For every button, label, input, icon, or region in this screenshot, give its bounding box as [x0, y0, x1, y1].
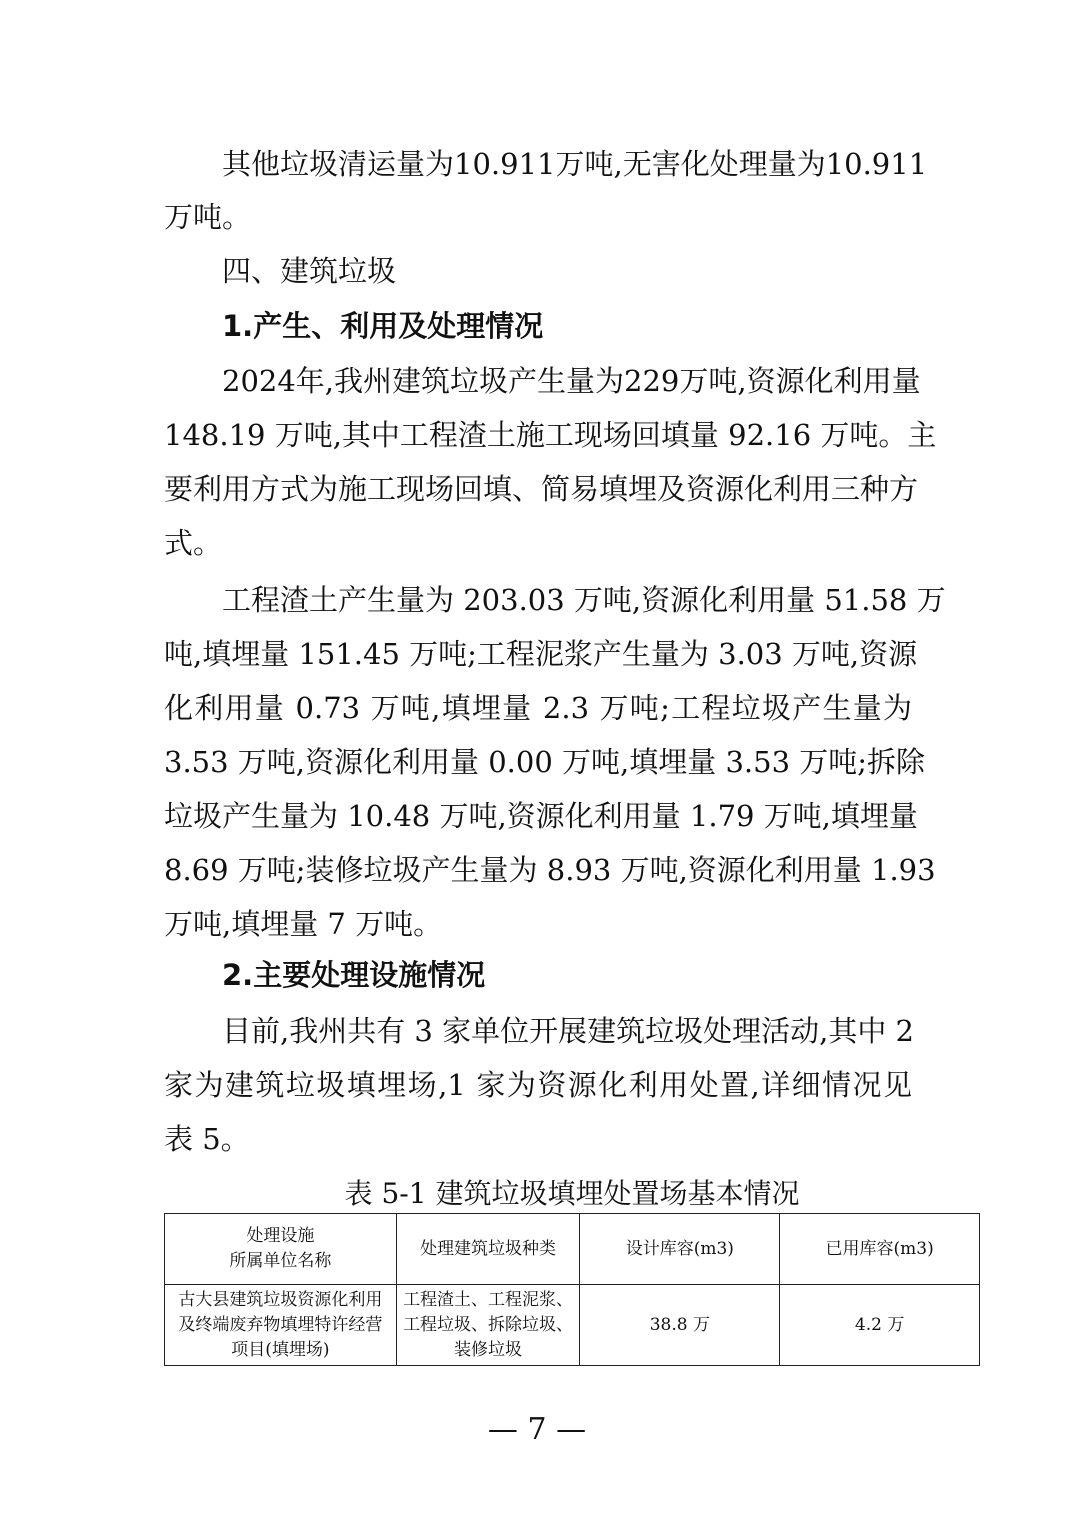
cell-used-capacity: [780, 1285, 980, 1366]
cell-line: 装修垃圾: [454, 1339, 523, 1360]
cell-line: 处理建筑垃圾种类: [420, 1238, 557, 1259]
cell-line: 4.2 万: [854, 1314, 905, 1335]
cell-facility: [165, 1285, 397, 1366]
cell-type: [396, 1285, 580, 1366]
cell-line: 处理设施: [246, 1226, 315, 1246]
cell-line: 设计库容(m3): [625, 1238, 734, 1259]
paragraph-line: 式。: [164, 526, 223, 560]
cell-line: 及终端废弃物填埋特许经营: [178, 1314, 383, 1335]
paragraph-line: 家为建筑垃圾填埋场,1 家为资源化利用处置,详细情况见: [164, 1068, 912, 1102]
paragraph-line: 化利用量 0.73 万吨,填埋量 2.3 万吨;工程垃圾产生量为: [164, 691, 912, 725]
paragraph-line: 工程渣土产生量为 203.03 万吨,资源化利用量 51.58 万: [222, 583, 946, 617]
paragraph-line: 2024年,我州建筑垃圾产生量为229万吨,资源化利用量: [222, 364, 921, 398]
paragraph-line: 148.19 万吨,其中工程渣土施工现场回填量 92.16 万吨。主: [164, 418, 937, 452]
paragraph-line: 万吨。: [164, 200, 252, 234]
cell-line: 已用库容(m3): [825, 1238, 934, 1259]
subsection-heading: 2.主要处理设施情况: [222, 958, 486, 992]
paragraph-line: 表 5。: [164, 1122, 250, 1156]
table-header-row: [165, 1214, 980, 1285]
cell-line: 所属单位名称: [229, 1251, 332, 1271]
paragraph-line: 要利用方式为施工现场回填、简易填埋及资源化利用三种方: [164, 472, 919, 506]
page-number: — 7 —: [487, 1412, 587, 1447]
header-cell-used-capacity: [780, 1214, 980, 1285]
header-cell-design-capacity: [580, 1214, 780, 1285]
cell-line: 古大县建筑垃圾资源化利用: [178, 1289, 383, 1310]
cell-line: 工程垃圾、拆除垃圾、: [403, 1314, 574, 1335]
cell-design-capacity: [580, 1285, 780, 1366]
section-heading: 四、建筑垃圾: [222, 254, 397, 288]
paragraph-line: 3.53 万吨,资源化利用量 0.00 万吨,填埋量 3.53 万吨;拆除: [164, 745, 926, 779]
paragraph-line: 8.69 万吨;装修垃圾产生量为 8.93 万吨,资源化利用量 1.93: [164, 853, 936, 887]
paragraph-line: 其他垃圾清运量为10.911万吨,无害化处理量为10.911: [222, 147, 928, 181]
header-cell-type: [396, 1214, 580, 1285]
table-row: [165, 1285, 980, 1366]
data-table: [164, 1213, 980, 1366]
paragraph-line: 万吨,填埋量 7 万吨。: [164, 907, 443, 941]
paragraph-line: 目前,我州共有 3 家单位开展建筑垃圾处理活动,其中 2: [222, 1014, 914, 1048]
paragraph-line: 垃圾产生量为 10.48 万吨,资源化利用量 1.79 万吨,填埋量: [164, 799, 918, 833]
table-caption: 表 5-1 建筑垃圾填埋处置场基本情况: [344, 1177, 800, 1210]
header-cell-facility: [165, 1214, 397, 1285]
subsection-heading: 1.产生、利用及处理情况: [222, 309, 544, 343]
cell-line: 工程渣土、工程泥浆、: [403, 1289, 574, 1310]
paragraph-line: 吨,填埋量 151.45 万吨;工程泥浆产生量为 3.03 万吨,资源: [164, 637, 918, 671]
cell-line: 38.8 万: [649, 1314, 710, 1335]
cell-line: 项目(填埋场): [231, 1339, 330, 1360]
